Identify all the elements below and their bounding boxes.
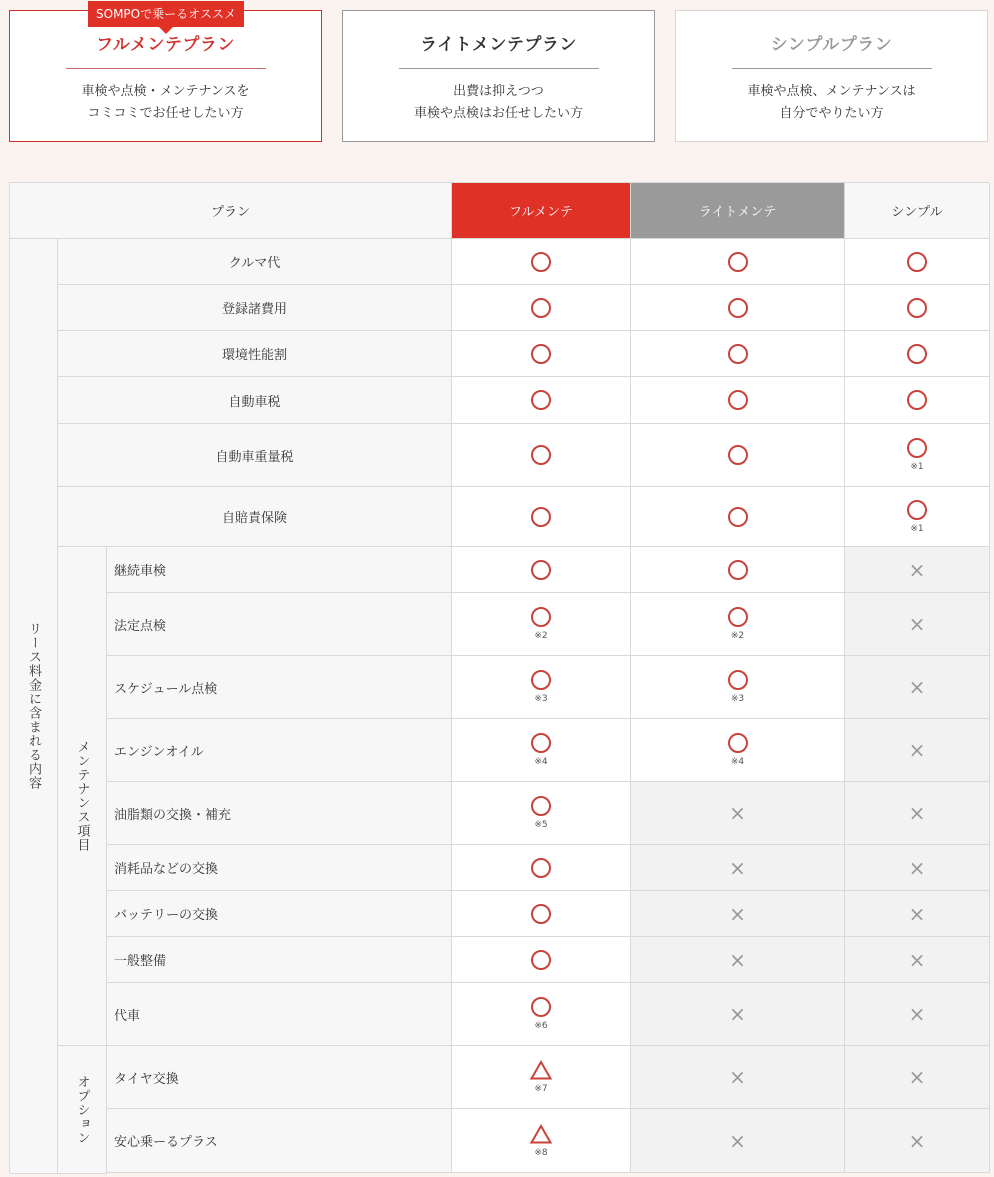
circle-mark-icon <box>531 344 551 364</box>
mark <box>531 252 551 272</box>
footnote-ref: ※5 <box>534 820 548 830</box>
footnote-ref: ※2 <box>534 631 548 641</box>
mark <box>531 796 551 830</box>
cross-mark-icon: × <box>908 557 926 582</box>
cell-simple <box>845 239 990 285</box>
divider <box>399 68 599 69</box>
mark <box>907 298 927 318</box>
cell-full <box>452 593 631 656</box>
mark <box>531 904 551 924</box>
cell-light <box>631 239 845 285</box>
cell-full <box>452 719 631 782</box>
circle-mark-icon <box>728 507 748 527</box>
circle-mark-icon <box>531 607 551 627</box>
circle-mark-icon <box>907 252 927 272</box>
plan-card-full[interactable] <box>9 7 322 142</box>
mark <box>531 607 551 641</box>
circle-mark-icon <box>907 390 927 410</box>
mark <box>531 390 551 410</box>
cell-light <box>631 377 845 424</box>
circle-mark-icon <box>728 298 748 318</box>
circle-mark-icon <box>531 507 551 527</box>
mark <box>908 557 926 582</box>
circle-mark-icon <box>531 445 551 465</box>
circle-mark-icon <box>728 733 748 753</box>
mark <box>728 298 748 318</box>
cross-mark-icon: × <box>729 1065 746 1089</box>
row-label: 油脂類の交換・補充 <box>107 782 452 845</box>
plan-card-simple[interactable] <box>675 10 988 142</box>
cross-mark-icon: × <box>908 901 926 926</box>
mark <box>908 947 926 972</box>
cell-simple <box>845 593 990 656</box>
row-label: 自動車重量税 <box>58 424 452 487</box>
group-option <box>58 1046 107 1174</box>
cross-mark-icon: × <box>908 855 926 880</box>
cross-mark-icon: × <box>729 855 746 880</box>
row-label: 登録諸費用 <box>58 285 452 331</box>
cell-full <box>452 239 631 285</box>
mark <box>729 901 746 926</box>
divider <box>66 68 266 69</box>
mark <box>728 390 748 410</box>
circle-mark-icon <box>531 904 551 924</box>
group-lease-contents-label: リース料金に含まれる内容 <box>26 622 41 790</box>
mark <box>531 298 551 318</box>
mark <box>728 445 748 465</box>
group-maintenance-label: メンテナンス項目 <box>74 740 90 852</box>
cell-simple <box>845 719 990 782</box>
divider <box>732 68 932 69</box>
cell-simple <box>845 782 990 845</box>
cross-mark-icon: × <box>729 947 746 972</box>
circle-mark-icon <box>728 252 748 272</box>
cross-mark-icon: × <box>729 901 746 926</box>
cell-simple <box>845 1046 990 1109</box>
plan-card-light[interactable] <box>342 10 655 142</box>
footnote-ref: ※4 <box>534 757 548 767</box>
row-label: 法定点検 <box>107 593 452 656</box>
plan-description-line: コミコミでお任せしたい方 <box>87 106 244 121</box>
cross-mark-icon: × <box>908 675 926 699</box>
circle-mark-icon <box>728 344 748 364</box>
footnote-ref: ※8 <box>534 1147 548 1158</box>
circle-mark-icon <box>531 997 551 1017</box>
cell-light <box>631 782 845 845</box>
mark <box>531 950 551 970</box>
mark <box>531 507 551 527</box>
row-label: 安心乗ーるプラス <box>107 1109 452 1173</box>
circle-mark-icon <box>531 390 551 410</box>
mark <box>909 803 926 823</box>
circle-mark-icon <box>907 298 927 318</box>
mark <box>908 855 926 880</box>
mark <box>907 344 927 364</box>
circle-mark-icon <box>728 390 748 410</box>
group-lease-contents <box>10 239 58 1174</box>
circle-mark-icon <box>907 438 927 458</box>
circle-mark-icon <box>531 560 551 580</box>
mark <box>530 1124 552 1158</box>
circle-mark-icon <box>728 670 748 690</box>
plan-description <box>10 81 321 125</box>
plan-description <box>343 81 654 125</box>
triangle-mark-icon <box>530 1060 552 1080</box>
mark <box>908 1128 926 1153</box>
row-label: 自動車税 <box>58 377 452 424</box>
cell-full <box>452 845 631 891</box>
cell-light <box>631 487 845 547</box>
cross-mark-icon: × <box>908 1002 926 1026</box>
footnote-ref: ※7 <box>534 1084 548 1094</box>
cross-mark-icon: × <box>908 738 926 762</box>
cell-full <box>452 937 631 983</box>
cell-light <box>631 656 845 719</box>
plan-title: フルメンテプラン <box>96 35 235 55</box>
plan-cards <box>9 0 989 142</box>
cross-mark-icon: × <box>729 1002 746 1026</box>
mark <box>530 1060 552 1094</box>
cell-simple <box>845 983 990 1046</box>
mark <box>909 614 926 634</box>
header-plan: プラン <box>10 183 452 239</box>
mark <box>907 438 927 472</box>
mark <box>729 1128 746 1153</box>
cell-simple <box>845 424 990 487</box>
cross-mark-icon: × <box>908 612 926 636</box>
row-label: クルマ代 <box>58 239 452 285</box>
mark <box>907 390 927 410</box>
circle-mark-icon <box>531 252 551 272</box>
plan-description-line: 車検や点検、メンテナンスは <box>747 84 916 99</box>
mark <box>908 901 926 926</box>
row-label: タイヤ交換 <box>107 1046 452 1109</box>
cell-simple <box>845 547 990 593</box>
plan-description <box>676 81 987 125</box>
cell-light <box>631 547 845 593</box>
row-label: スケジュール点検 <box>107 656 452 719</box>
cell-simple <box>845 845 990 891</box>
cell-light <box>631 937 845 983</box>
cross-mark-icon: × <box>729 1128 746 1153</box>
row-label: 継続車検 <box>107 547 452 593</box>
footnote-ref: ※1 <box>910 462 924 472</box>
mark <box>729 1004 746 1024</box>
mark <box>729 803 746 823</box>
mark <box>729 855 746 880</box>
plan-description-line: 車検や点検・メンテナンスを <box>81 84 250 99</box>
cell-light <box>631 285 845 331</box>
cross-mark-icon: × <box>908 1065 926 1089</box>
cell-light <box>631 1109 845 1173</box>
cell-full <box>452 782 631 845</box>
group-maintenance <box>58 547 107 1046</box>
cell-light <box>631 1046 845 1109</box>
cell-full <box>452 1046 631 1109</box>
mark <box>909 1067 926 1087</box>
header-simple: シンプル <box>845 183 990 239</box>
circle-mark-icon <box>531 858 551 878</box>
mark <box>909 740 926 760</box>
group-option-label: オプション <box>74 1074 90 1145</box>
mark <box>531 733 551 767</box>
cell-simple <box>845 656 990 719</box>
cell-full <box>452 983 631 1046</box>
cell-full <box>452 656 631 719</box>
footnote-ref: ※6 <box>534 1021 548 1031</box>
circle-mark-icon <box>531 796 551 816</box>
cell-light <box>631 891 845 937</box>
mark <box>728 733 748 767</box>
cross-mark-icon: × <box>908 801 926 825</box>
footnote-ref: ※4 <box>730 757 745 767</box>
header-light: ライトメンテ <box>631 183 845 239</box>
comparison-table <box>9 182 989 1173</box>
cell-light <box>631 331 845 377</box>
row-label: エンジンオイル <box>107 719 452 782</box>
mark <box>531 997 551 1031</box>
cell-full <box>452 1109 631 1173</box>
mark <box>531 344 551 364</box>
mark <box>729 1067 746 1087</box>
plan-title: ライトメンテプラン <box>420 35 577 55</box>
cross-mark-icon: × <box>908 947 926 972</box>
cell-full <box>452 285 631 331</box>
circle-mark-icon <box>728 445 748 465</box>
cell-full <box>452 424 631 487</box>
footnote-ref: ※2 <box>730 631 745 641</box>
cell-simple <box>845 937 990 983</box>
mark <box>531 560 551 580</box>
header-full: フルメンテ <box>452 183 631 239</box>
mark <box>531 670 551 704</box>
footnote-ref: ※1 <box>910 523 924 534</box>
cell-full <box>452 331 631 377</box>
row-label: 消耗品などの交換 <box>107 845 452 891</box>
recommend-badge: SOMPOで乗ーるオススメ <box>88 1 244 27</box>
mark <box>531 858 551 878</box>
cell-light <box>631 983 845 1046</box>
cell-simple <box>845 487 990 547</box>
mark <box>728 560 748 580</box>
circle-mark-icon <box>728 607 748 627</box>
circle-mark-icon <box>531 733 551 753</box>
plan-description-line: 車検や点検はお任せしたい方 <box>413 106 583 121</box>
plan-description-line: 自分でやりたい方 <box>779 106 884 121</box>
mark <box>909 1004 926 1024</box>
mark <box>728 344 748 364</box>
cross-mark-icon: × <box>908 1128 926 1153</box>
plan-title: シンプルプラン <box>770 35 893 55</box>
cell-simple <box>845 891 990 937</box>
mark <box>531 445 551 465</box>
cell-simple <box>845 331 990 377</box>
cell-full <box>452 377 631 424</box>
cell-full <box>452 547 631 593</box>
mark <box>729 947 746 972</box>
row-label: 代車 <box>107 983 452 1046</box>
row-label: 自賠責保険 <box>58 487 452 547</box>
mark <box>909 677 926 697</box>
footnote-ref: ※3 <box>534 694 548 704</box>
cell-full <box>452 891 631 937</box>
mark <box>728 507 748 527</box>
mark <box>907 252 927 272</box>
row-label: バッテリーの交換 <box>107 891 452 937</box>
cross-mark-icon: × <box>729 801 746 825</box>
circle-mark-icon <box>531 950 551 970</box>
circle-mark-icon <box>728 560 748 580</box>
mark <box>907 500 927 534</box>
triangle-mark-icon <box>530 1124 552 1144</box>
circle-mark-icon <box>907 500 927 520</box>
cell-light <box>631 593 845 656</box>
circle-mark-icon <box>907 344 927 364</box>
footnote-ref: ※3 <box>730 694 745 704</box>
row-label: 一般整備 <box>107 937 452 983</box>
cell-light <box>631 845 845 891</box>
plan-description-line: 出費は抑えつつ <box>453 84 544 99</box>
cell-light <box>631 719 845 782</box>
cell-simple <box>845 377 990 424</box>
cell-simple <box>845 285 990 331</box>
cell-simple <box>845 1109 990 1173</box>
circle-mark-icon <box>531 670 551 690</box>
mark <box>728 607 748 641</box>
mark <box>728 670 748 704</box>
circle-mark-icon <box>531 298 551 318</box>
cell-light <box>631 424 845 487</box>
row-label: 環境性能割 <box>58 331 452 377</box>
mark <box>728 252 748 272</box>
cell-full <box>452 487 631 547</box>
